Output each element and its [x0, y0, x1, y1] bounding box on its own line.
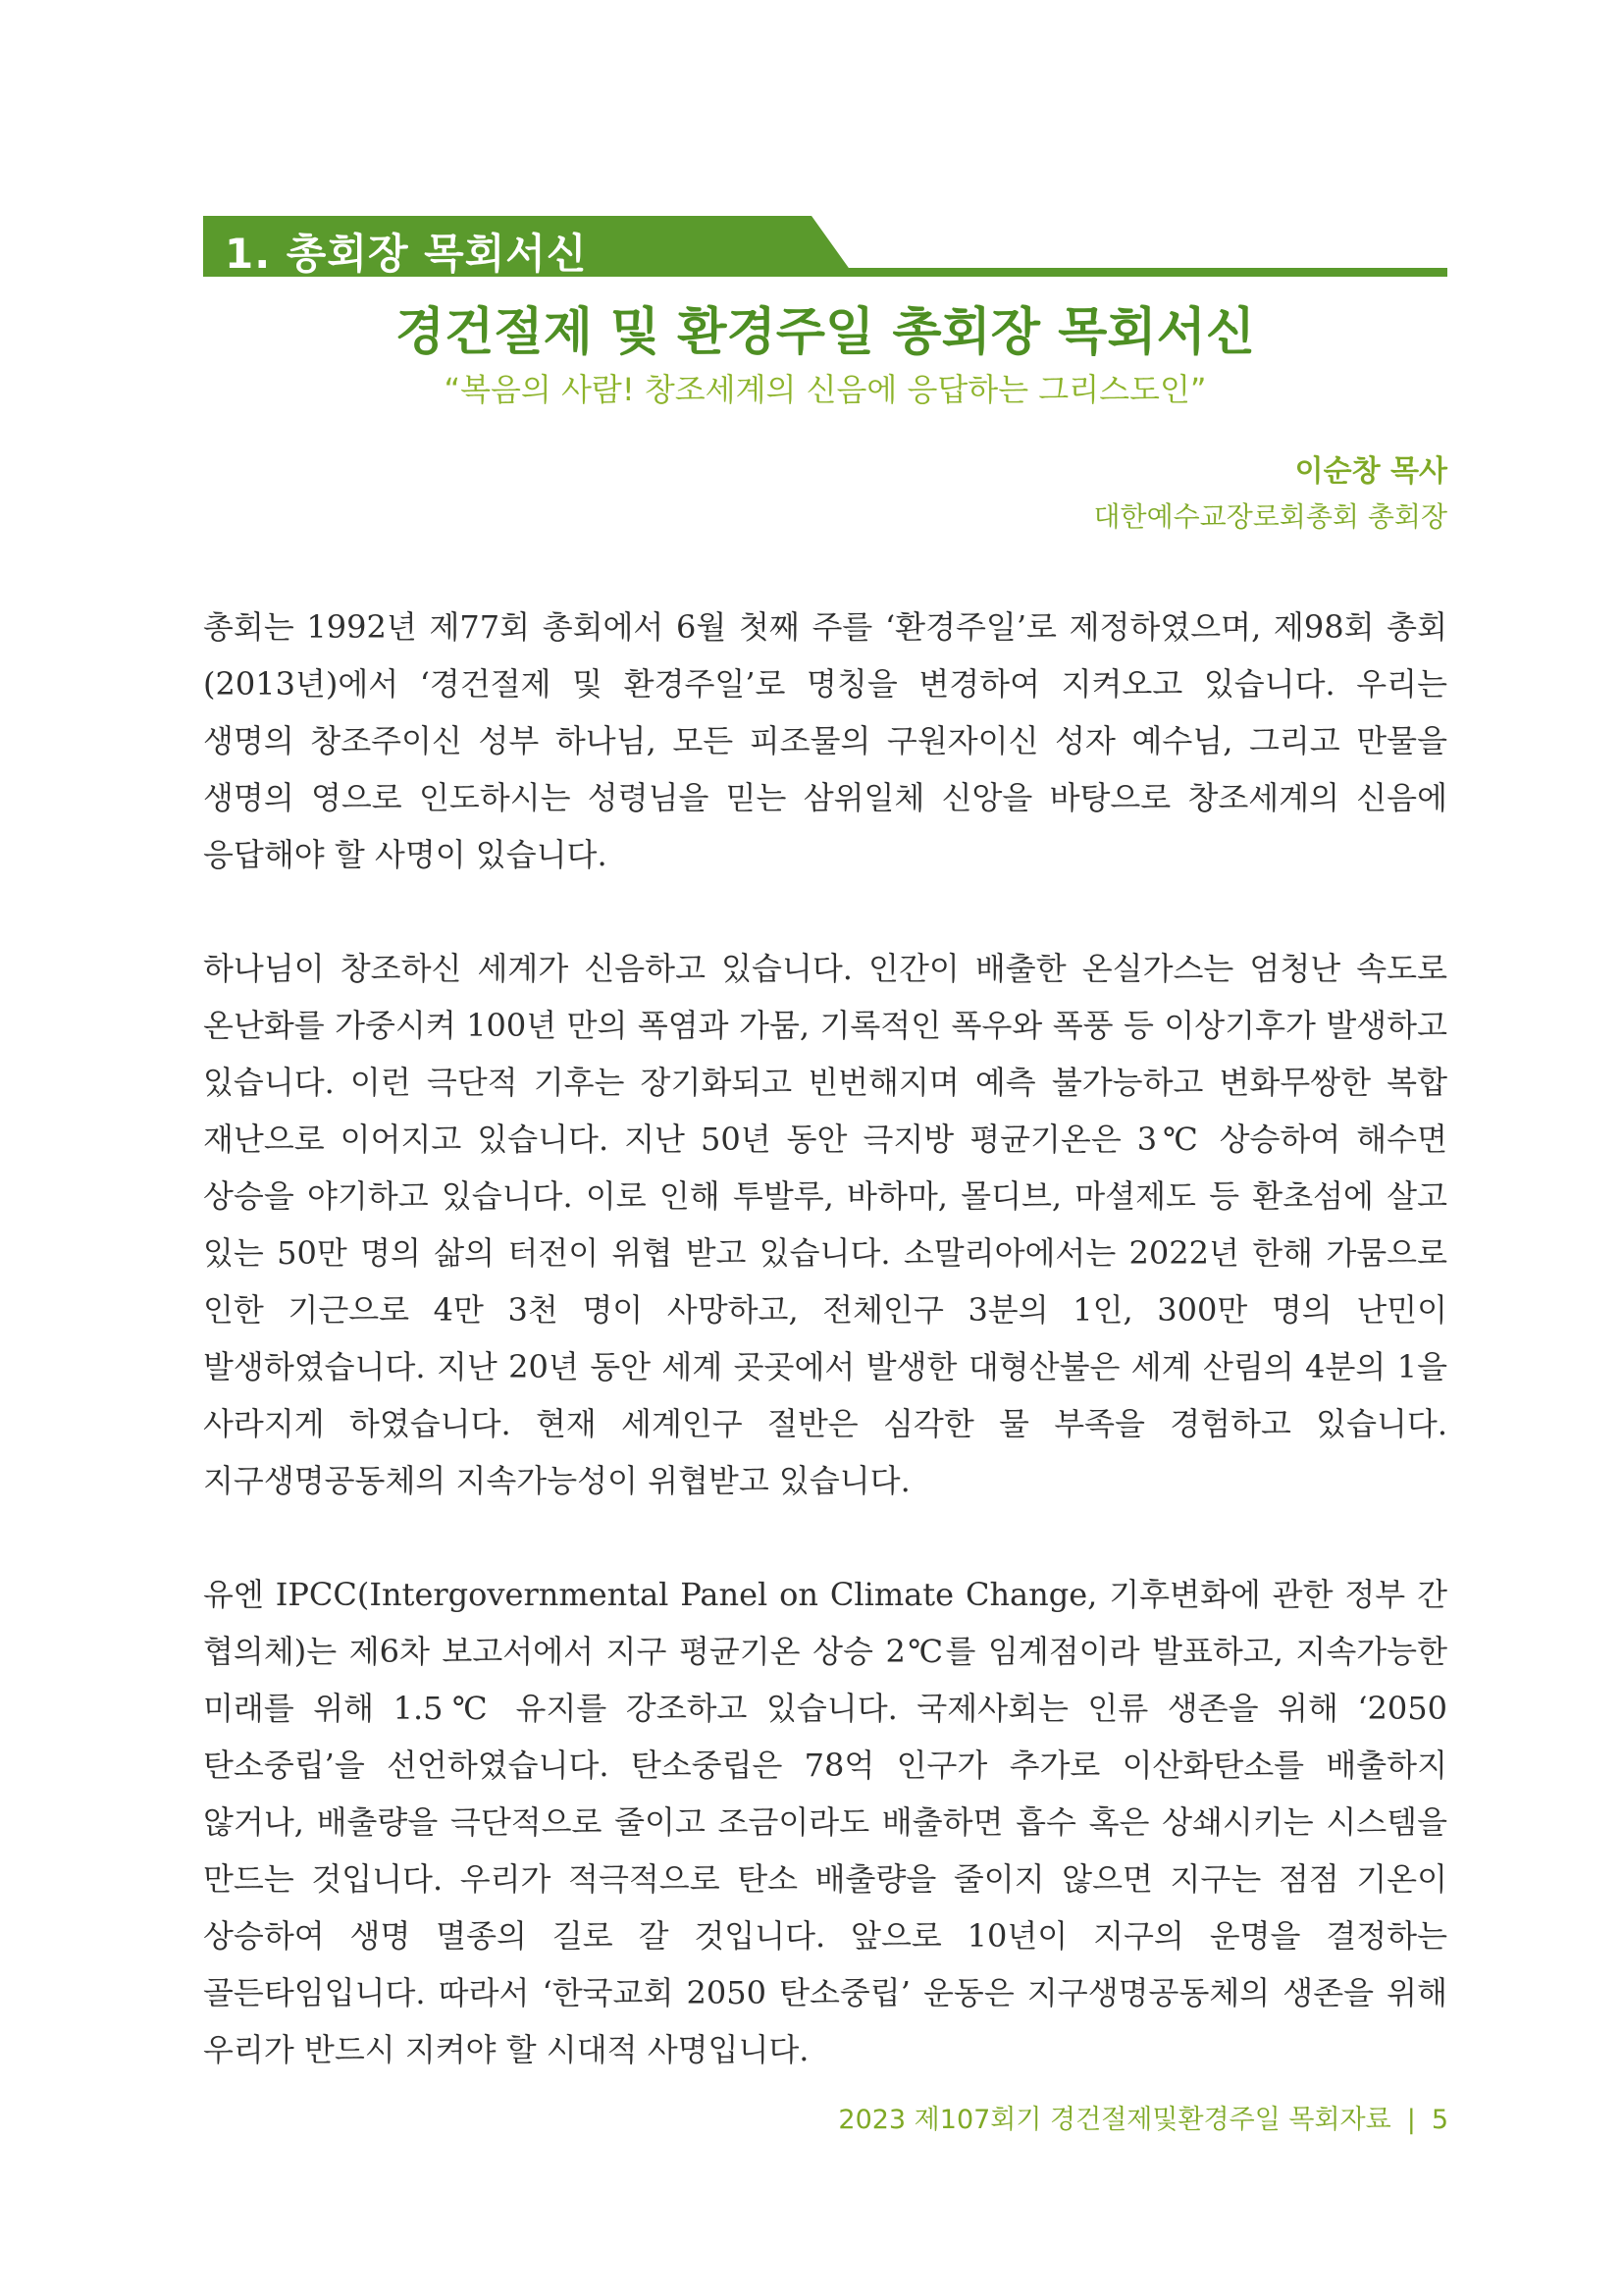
author-title: 대한예수교장로회총회 총회장 [1093, 500, 1447, 533]
page-title: 경건절제 및 환경주일 총회장 목회서신 [394, 303, 1256, 362]
paragraph: 유엔 IPCC(Intergovernmental Panel on Climate Change, 기후변화에 관한 정부 간 협의체)는 제6차 보고서에서 지구 평균기온 상승 2℃를 임계점이라 발표하고, 지속가능한 미래를 위해 1.5℃ 유지를 강조하고 있습니다. 국제사회는 인류 생존을 위해 ‘2050 탄소중립’을 선언하였습니다. 탄소중립은 78억 인구가 추가로 이산화탄소를 배출하지 않거나, 배출량을 극단적으로 줄이고 조금이라도 배출하면 흡수 혹은 상쇄시키는 시스템을 만드는 것입니다. 우리가 적극적으로 탄소 배출량을 줄이지 않으면 지구는 점점 기온이 상승하여 생명 멸종의 길로 갈 것입니다. 앞으로 10년이 지구의 운명을 결정하는 골든타임입니다. 따라서 ‘한국교회 2050 탄소중립’ 운동은 지구생명공동체의 생존을 위해 우리가 반드시 지켜야 할 시대적 사명입니다. [203, 1576, 1447, 2068]
author-name: 이순창 목사 [1294, 454, 1447, 489]
page-footer [838, 2098, 1448, 2136]
letter-body [203, 599, 1447, 2135]
paragraph: 하나님이 창조하신 세계가 신음하고 있습니다. 인간이 배출한 온실가스는 엄청난 속도로 온난화를 가중시켜 100년 만의 폭염과 가뭄, 기록적인 폭우와 폭풍 등 이상기후가 발생하고 있습니다. 이런 극단적 기후는 장기화되고 빈번해지며 예측 불가능하고 변화무쌍한 복합 재난으로 이어지고 있습니다. 지난 50년 동안 극지방 평균기온은 3℃ 상승하여 해수면 상승을 야기하고 있습니다. 이로 인해 투발루, 바하마, 몰디브, 마셜제도 등 환초섬에 살고 있는 50만 명의 삶의 터전이 위협 받고 있습니다. 소말리아에서는 2022년 한해 가뭄으로 인한 기근으로 4만 3천 명이 사망하고, 전체인구 3분의 1인, 300만 명의 난민이 발생하였습니다. 지난 20년 동안 세계 곳곳에서 발생한 대형산불은 세계 산림의 4분의 1을 사라지게 하였습니다. 현재 세계인구 절반은 심각한 물 부족을 경험하고 있습니다. 지구생명공동체의 지속가능성이 위협받고 있습니다. [203, 950, 1447, 1499]
page-subtitle: “복음의 사람! 창조세계의 신음에 응답하는 그리스도인” [444, 371, 1207, 408]
section-label: 1. 총회장 목회서신 [225, 230, 588, 278]
section-banner [203, 216, 1447, 277]
paragraph: 총회는 1992년 제77회 총회에서 6월 첫째 주를 ‘환경주일’로 제정하였으며, 제98회 총회(2013년)에서 ‘경건절제 및 환경주일’로 명칭을 변경하여 지켜오고 있습니다. 우리는 생명의 창조주이신 성부 하나님, 모든 피조물의 구원자이신 성자 예수님, 그리고 만물을 생명의 영으로 인도하시는 성령님을 믿는 삼위일체 신앙을 바탕으로 창조세계의 신음에 응답해야 할 사명이 있습니다. [203, 608, 1447, 873]
footer-text: 2023 제107회기 경건절제및환경주일 목회자료 [838, 2105, 1391, 2135]
page-number: 5 [1431, 2105, 1448, 2135]
footer-separator: | [1406, 2105, 1416, 2135]
